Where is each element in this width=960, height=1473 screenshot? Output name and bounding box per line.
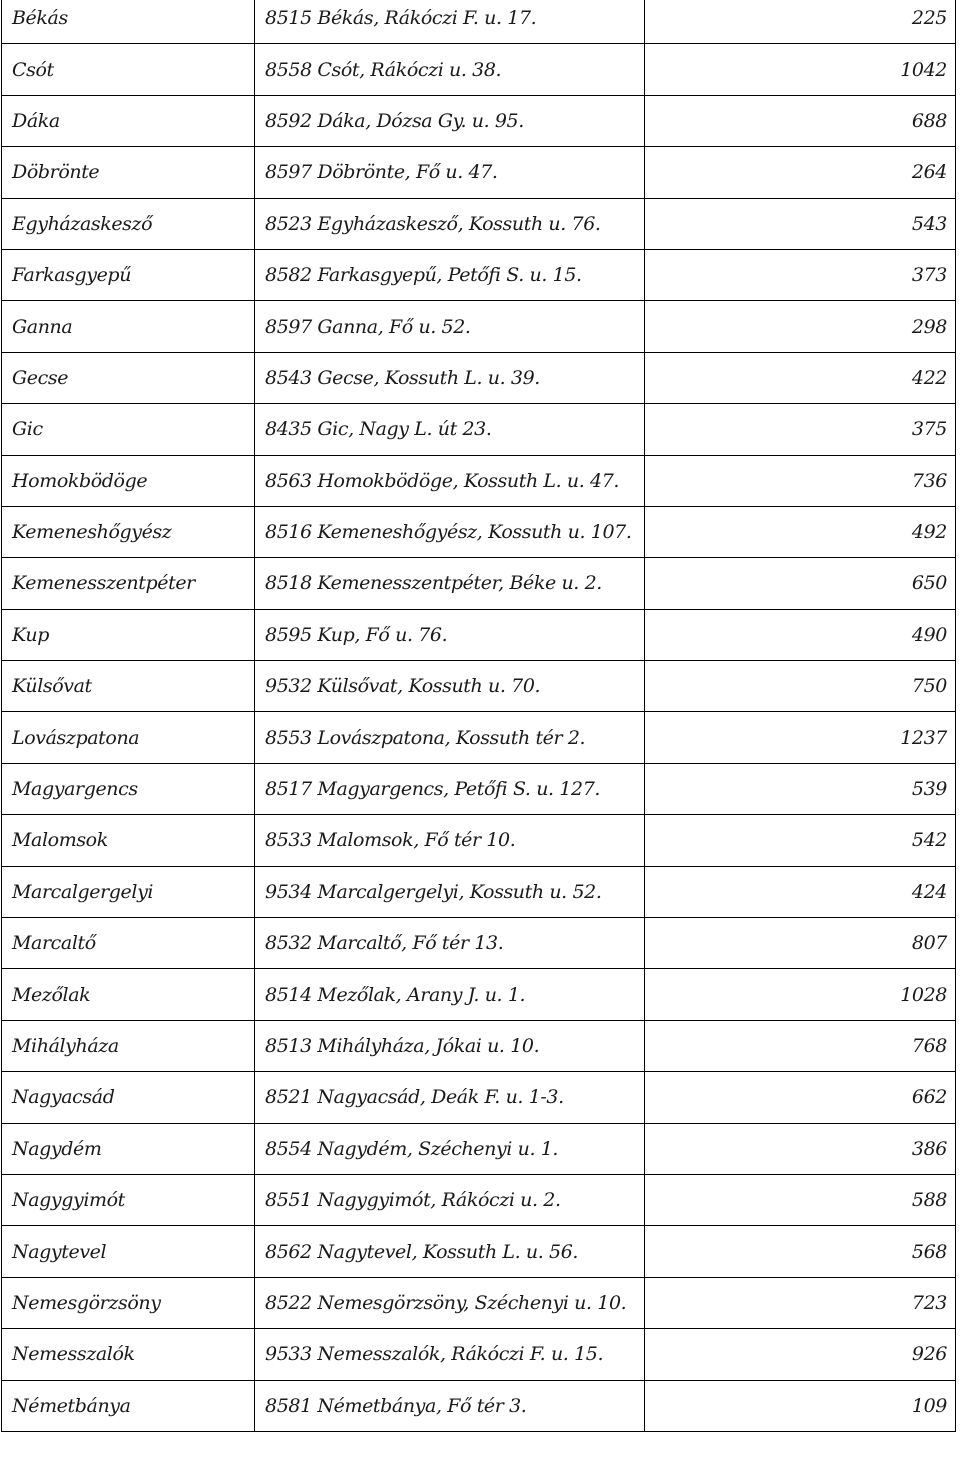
- settlement-name-cell: Kemenesszentpéter: [2, 558, 255, 609]
- address-cell: 8551 Nagygyimót, Rákóczi u. 2.: [255, 1174, 645, 1225]
- table-row: [2, 198, 956, 249]
- settlement-name-cell: Ganna: [2, 301, 255, 352]
- table-row: [2, 1329, 956, 1380]
- count-cell: 926: [645, 1329, 956, 1380]
- count-cell: 264: [645, 147, 956, 198]
- count-cell: 1028: [645, 969, 956, 1020]
- settlement-name-cell: Homokbödöge: [2, 455, 255, 506]
- count-cell: 375: [645, 404, 956, 455]
- count-cell: 424: [645, 866, 956, 917]
- address-cell: 8562 Nagytevel, Kossuth L. u. 56.: [255, 1226, 645, 1277]
- count-cell: 568: [645, 1226, 956, 1277]
- table-row: [2, 1174, 956, 1225]
- address-cell: 8533 Malomsok, Fő tér 10.: [255, 815, 645, 866]
- settlement-name-cell: Nagyacsád: [2, 1072, 255, 1123]
- count-cell: 768: [645, 1020, 956, 1071]
- table-row: [2, 352, 956, 403]
- table-row: [2, 1277, 956, 1328]
- settlement-name-cell: Csót: [2, 44, 255, 95]
- settlement-name-cell: Malomsok: [2, 815, 255, 866]
- count-cell: 662: [645, 1072, 956, 1123]
- table-row: [2, 1380, 956, 1431]
- count-cell: 543: [645, 198, 956, 249]
- table-row: [2, 1123, 956, 1174]
- count-cell: 650: [645, 558, 956, 609]
- count-cell: 750: [645, 661, 956, 712]
- address-cell: 8518 Kemenesszentpéter, Béke u. 2.: [255, 558, 645, 609]
- address-cell: 8554 Nagydém, Széchenyi u. 1.: [255, 1123, 645, 1174]
- table-row: [2, 404, 956, 455]
- address-cell: 8514 Mezőlak, Arany J. u. 1.: [255, 969, 645, 1020]
- settlement-name-cell: Döbrönte: [2, 147, 255, 198]
- address-cell: 8435 Gic, Nagy L. út 23.: [255, 404, 645, 455]
- table-row: [2, 455, 956, 506]
- table-row: [2, 0, 956, 44]
- address-cell: 8516 Kemeneshőgyész, Kossuth u. 107.: [255, 506, 645, 557]
- address-cell: 8558 Csót, Rákóczi u. 38.: [255, 44, 645, 95]
- table-row: [2, 969, 956, 1020]
- settlement-name-cell: Kemeneshőgyész: [2, 506, 255, 557]
- settlement-name-cell: Marcalgergelyi: [2, 866, 255, 917]
- address-cell: 8543 Gecse, Kossuth L. u. 39.: [255, 352, 645, 403]
- settlement-name-cell: Békás: [2, 0, 255, 44]
- settlement-name-cell: Gic: [2, 404, 255, 455]
- count-cell: 490: [645, 609, 956, 660]
- count-cell: 386: [645, 1123, 956, 1174]
- settlements-table-body: [2, 0, 956, 1431]
- settlements-table: [1, 0, 956, 1432]
- settlement-name-cell: Nagytevel: [2, 1226, 255, 1277]
- settlement-name-cell: Nemesgörzsöny: [2, 1277, 255, 1328]
- address-cell: 8521 Nagyacsád, Deák F. u. 1-3.: [255, 1072, 645, 1123]
- table-row: [2, 609, 956, 660]
- address-cell: 8513 Mihályháza, Jókai u. 10.: [255, 1020, 645, 1071]
- count-cell: 422: [645, 352, 956, 403]
- count-cell: 542: [645, 815, 956, 866]
- count-cell: 225: [645, 0, 956, 44]
- settlement-name-cell: Mezőlak: [2, 969, 255, 1020]
- count-cell: 588: [645, 1174, 956, 1225]
- address-cell: 8517 Magyargencs, Petőfi S. u. 127.: [255, 763, 645, 814]
- table-row: [2, 95, 956, 146]
- settlement-name-cell: Egyházaskesző: [2, 198, 255, 249]
- table-row: [2, 558, 956, 609]
- table-row: [2, 249, 956, 300]
- address-cell: 8523 Egyházaskesző, Kossuth u. 76.: [255, 198, 645, 249]
- settlement-name-cell: Gecse: [2, 352, 255, 403]
- address-cell: 9534 Marcalgergelyi, Kossuth u. 52.: [255, 866, 645, 917]
- settlement-name-cell: Külsővat: [2, 661, 255, 712]
- table-row: [2, 661, 956, 712]
- address-cell: 9532 Külsővat, Kossuth u. 70.: [255, 661, 645, 712]
- table-row: [2, 147, 956, 198]
- count-cell: 736: [645, 455, 956, 506]
- settlement-name-cell: Marcaltő: [2, 918, 255, 969]
- settlement-name-cell: Farkasgyepű: [2, 249, 255, 300]
- address-cell: 8581 Németbánya, Fő tér 3.: [255, 1380, 645, 1431]
- count-cell: 1042: [645, 44, 956, 95]
- address-cell: 8522 Nemesgörzsöny, Széchenyi u. 10.: [255, 1277, 645, 1328]
- address-cell: 8553 Lovászpatona, Kossuth tér 2.: [255, 712, 645, 763]
- address-cell: 8532 Marcaltő, Fő tér 13.: [255, 918, 645, 969]
- table-row: [2, 1020, 956, 1071]
- count-cell: 109: [645, 1380, 956, 1431]
- address-cell: 8582 Farkasgyepű, Petőfi S. u. 15.: [255, 249, 645, 300]
- count-cell: 723: [645, 1277, 956, 1328]
- settlement-name-cell: Dáka: [2, 95, 255, 146]
- settlement-name-cell: Nagydém: [2, 1123, 255, 1174]
- table-row: [2, 1226, 956, 1277]
- settlement-name-cell: Nagygyimót: [2, 1174, 255, 1225]
- settlement-name-cell: Magyargencs: [2, 763, 255, 814]
- settlement-name-cell: Mihályháza: [2, 1020, 255, 1071]
- address-cell: 8515 Békás, Rákóczi F. u. 17.: [255, 0, 645, 44]
- settlement-name-cell: Lovászpatona: [2, 712, 255, 763]
- table-row: [2, 1072, 956, 1123]
- settlement-name-cell: Kup: [2, 609, 255, 660]
- settlement-name-cell: Németbánya: [2, 1380, 255, 1431]
- table-row: [2, 44, 956, 95]
- table-row: [2, 918, 956, 969]
- table-row: [2, 712, 956, 763]
- address-cell: 8563 Homokbödöge, Kossuth L. u. 47.: [255, 455, 645, 506]
- count-cell: 688: [645, 95, 956, 146]
- count-cell: 807: [645, 918, 956, 969]
- address-cell: 8597 Döbrönte, Fő u. 47.: [255, 147, 645, 198]
- table-row: [2, 301, 956, 352]
- table-row: [2, 866, 956, 917]
- address-cell: 8597 Ganna, Fő u. 52.: [255, 301, 645, 352]
- table-row: [2, 815, 956, 866]
- address-cell: 8592 Dáka, Dózsa Gy. u. 95.: [255, 95, 645, 146]
- address-cell: 9533 Nemesszalók, Rákóczi F. u. 15.: [255, 1329, 645, 1380]
- count-cell: 298: [645, 301, 956, 352]
- table-row: [2, 763, 956, 814]
- address-cell: 8595 Kup, Fő u. 76.: [255, 609, 645, 660]
- count-cell: 492: [645, 506, 956, 557]
- count-cell: 373: [645, 249, 956, 300]
- count-cell: 1237: [645, 712, 956, 763]
- table-row: [2, 506, 956, 557]
- settlement-name-cell: Nemesszalók: [2, 1329, 255, 1380]
- count-cell: 539: [645, 763, 956, 814]
